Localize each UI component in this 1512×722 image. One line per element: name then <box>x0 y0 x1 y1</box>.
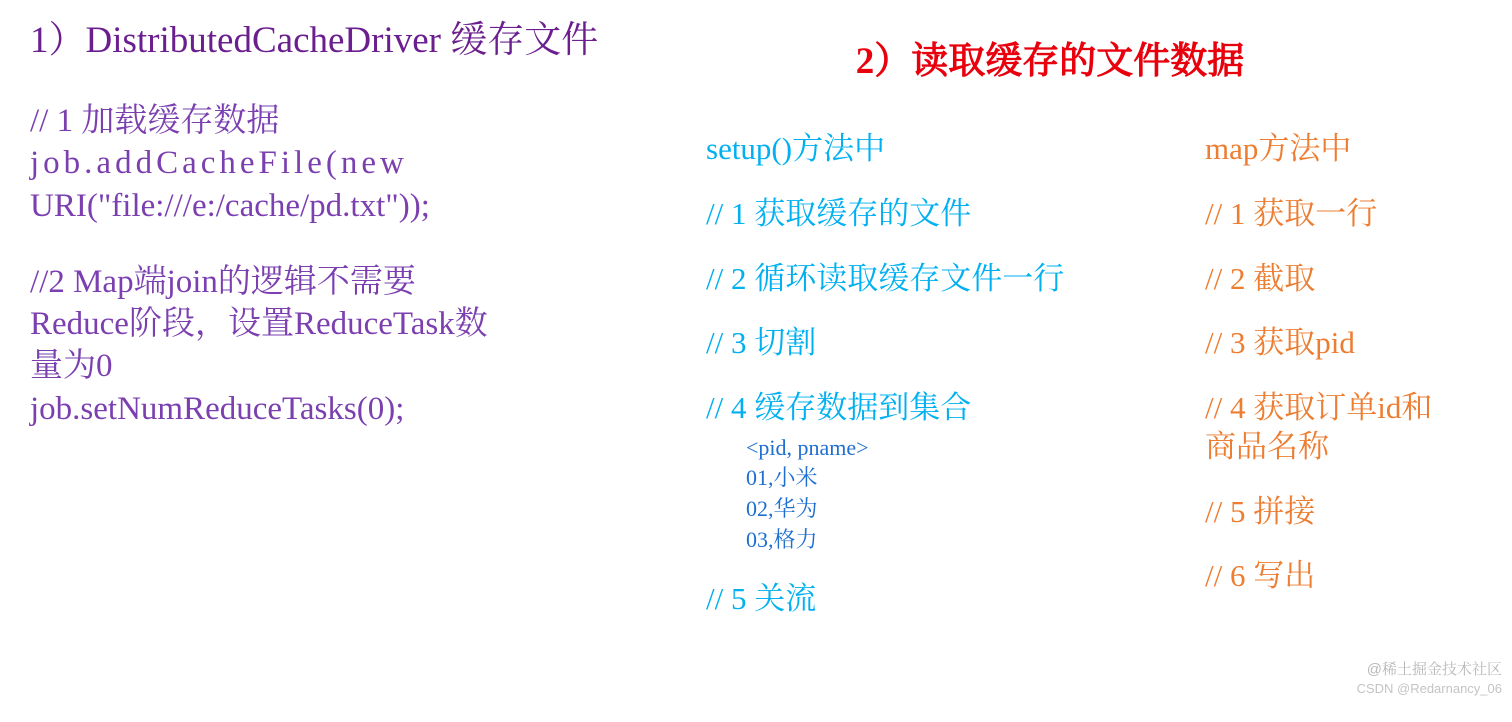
map-step-4: // 4 获取订单id和 <box>1205 390 1433 425</box>
setup-step-2: // 2 循环读取缓存文件一行 <box>706 260 1065 296</box>
map-step-3: // 3 获取pid <box>1205 325 1355 361</box>
left-code-line-5: Reduce阶段，设置ReduceTask数 <box>30 306 488 343</box>
map-step-1: // 1 获取一行 <box>1205 195 1378 231</box>
right-heading: 2）读取缓存的文件数据 <box>855 41 1245 82</box>
setup-sub-1: <pid, pname> <box>746 434 869 460</box>
map-step-2: // 2 截取 <box>1205 260 1316 296</box>
setup-sub-2: 01,小米 <box>746 465 818 491</box>
watermark-line-1: @稀土掘金技术社区 <box>1366 661 1502 679</box>
setup-step-5: // 5 关流 <box>706 581 817 617</box>
left-code-line-7: job.setNumReduceTasks(0); <box>30 390 405 427</box>
setup-sub-4: 03,格力 <box>746 526 818 552</box>
map-title: map方法中 <box>1205 131 1352 166</box>
left-code-line-6: 量为0 <box>30 348 113 385</box>
left-code-line-4: //2 Map端join的逻辑不需要 <box>30 263 416 300</box>
watermark <box>1357 660 1502 698</box>
setup-step-1: // 1 获取缓存的文件 <box>706 195 972 231</box>
left-code-line-1: // 1 加载缓存数据 <box>30 103 280 140</box>
setup-step-3: // 3 切割 <box>706 325 817 361</box>
watermark-line-2: CSDN @Redarnancy_06 <box>1356 681 1502 697</box>
left-heading: 1）DistributedCacheDriver 缓存文件 <box>30 20 599 61</box>
left-block-spacer <box>30 227 670 261</box>
setup-step-4: // 4 缓存数据到集合 <box>706 390 972 425</box>
map-step-5: // 5 拼接 <box>1205 493 1316 529</box>
left-code-line-3: URI("file:///e:/cache/pd.txt")); <box>30 187 430 224</box>
setup-title: setup()方法中 <box>706 131 886 166</box>
map-step-6: // 6 写出 <box>1205 558 1316 594</box>
left-column <box>30 18 670 430</box>
map-step-4-cont: 商品名称 <box>1205 428 1329 464</box>
left-code-block <box>30 100 670 430</box>
left-code-line-2: job.addCacheFile(new <box>30 145 408 182</box>
setup-column <box>706 130 1196 645</box>
map-column <box>1205 130 1505 622</box>
setup-sub-3: 02,华为 <box>746 495 818 521</box>
